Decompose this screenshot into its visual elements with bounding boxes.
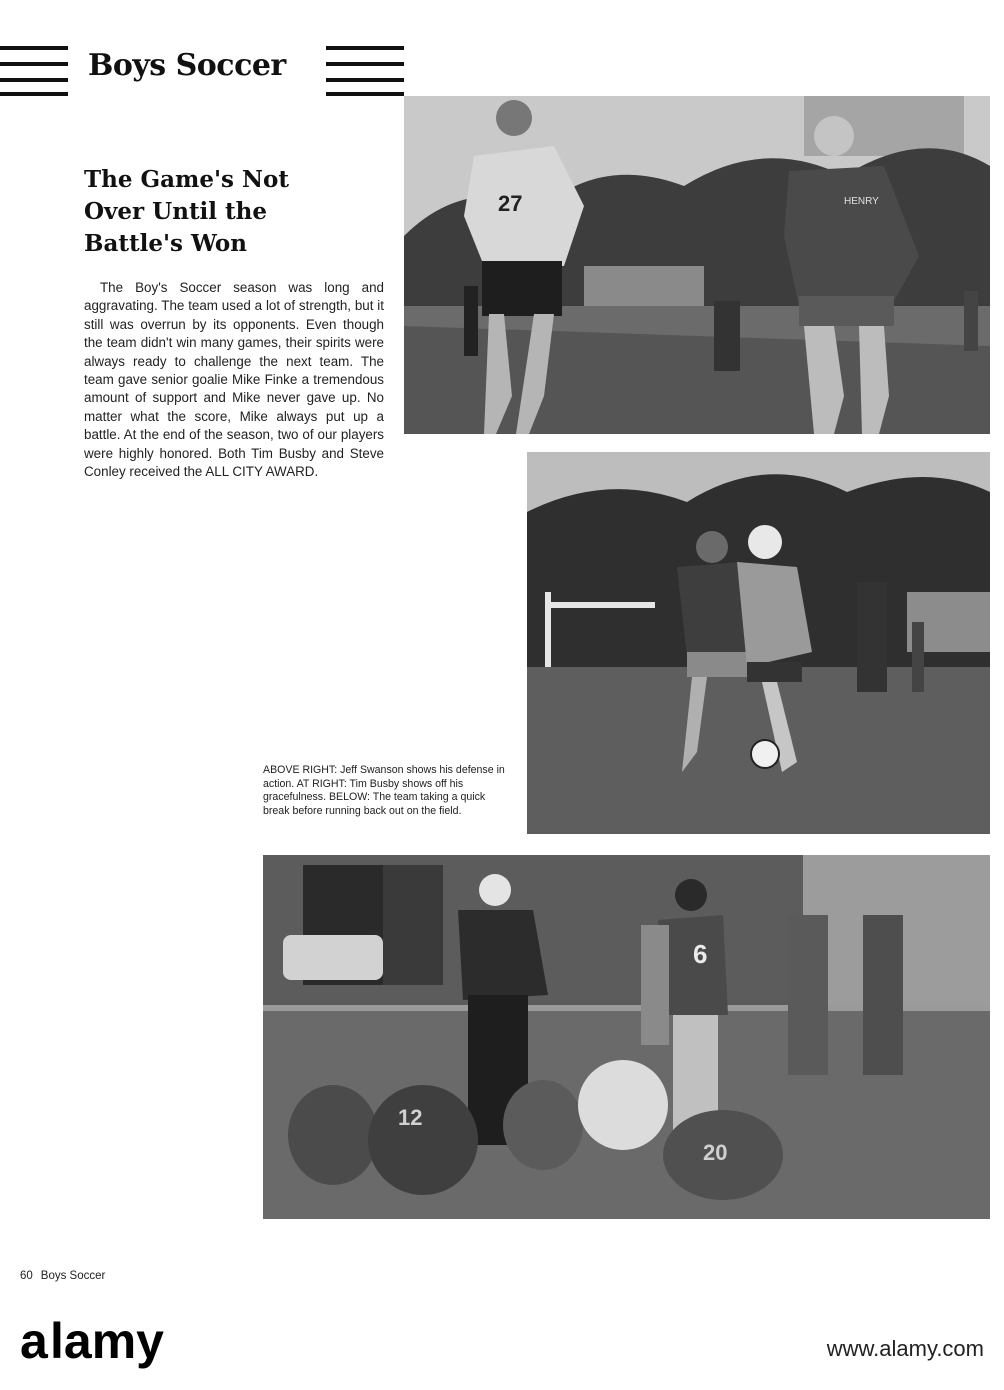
svg-text:a: a	[20, 1313, 48, 1369]
photo-players-running	[404, 96, 990, 434]
page-number: 60	[20, 1270, 33, 1282]
footer-section: Boys Soccer	[40, 1270, 106, 1282]
jersey-number-6: 6	[693, 939, 708, 969]
jersey-number-12: 12	[398, 1105, 423, 1130]
header-rule-right	[326, 46, 404, 96]
jersey-number-27: 27	[498, 191, 523, 216]
page-footer	[20, 1270, 113, 1282]
photo-team-break	[263, 855, 990, 1219]
photo-ball-battle	[527, 452, 990, 834]
headline-line: The Game's Not	[84, 166, 289, 193]
headline-line: Over Until the	[84, 198, 268, 225]
stock-url	[827, 1336, 984, 1362]
article-body: The Boy's Soccer season was long and aggravating. The team used a lot of strength, but it still was overrun by its opponents. Even though the team didn't win many games, their spirits were always ready to challenge the next team. The team gave senior goalie Mike Finke a tremendous amount of support and Mike never gave up. No matter what the score, Mike always put up a battle. At the end of the season, two of our players were highly honored. Both Tim Busby and Steve Conley received the ALL CITY AWARD.	[84, 280, 384, 480]
jersey-number-20: 20	[703, 1140, 728, 1165]
jersey-text-henry: HENRY	[844, 196, 879, 207]
stock-url-text: www.alamy.com	[826, 1336, 984, 1361]
header-rule-left	[0, 46, 68, 96]
article-headline	[84, 164, 384, 260]
svg-text:lamy: lamy	[50, 1313, 164, 1369]
headline-line: Battle's Won	[84, 230, 247, 257]
alamy-logo	[20, 1310, 220, 1380]
photo-caption: ABOVE RIGHT: Jeff Swanson shows his defense in action. AT RIGHT: Tim Busby shows off his gracefulness. BELOW: The team taking a quick break before running back out on the field.	[263, 764, 505, 817]
section-title: Boys Soccer	[88, 48, 286, 83]
